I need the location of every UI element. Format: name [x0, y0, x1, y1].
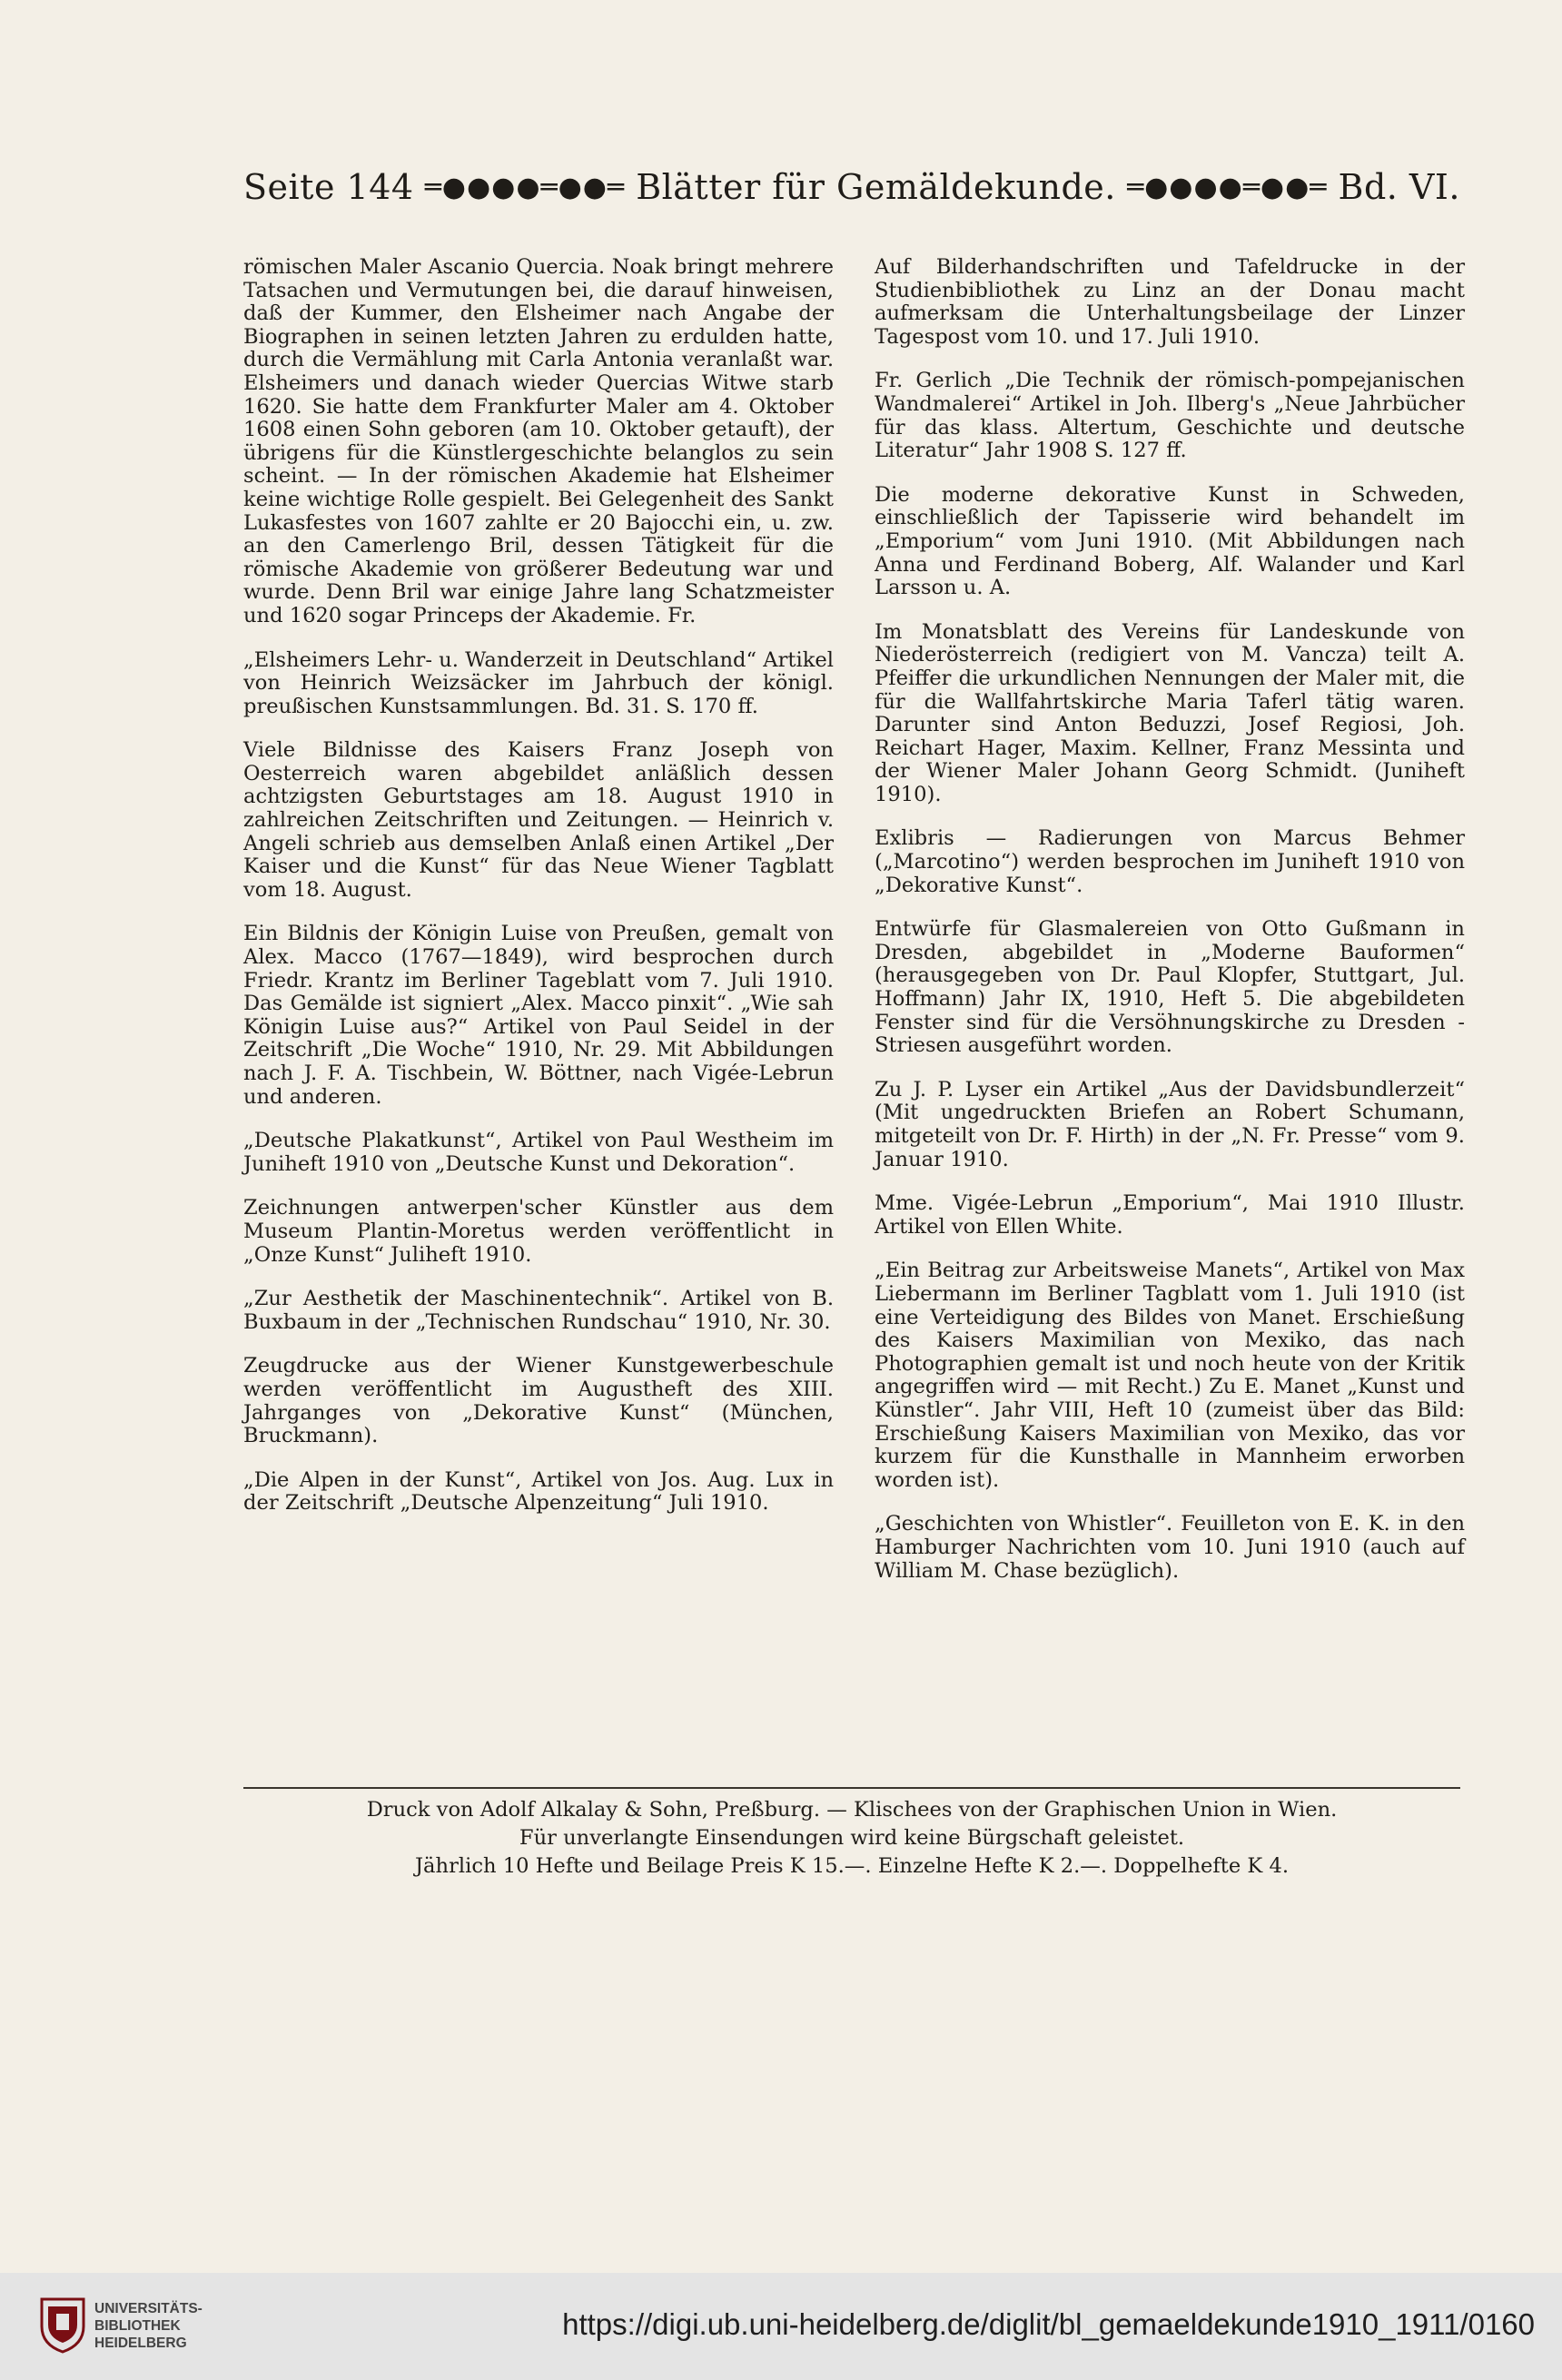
imprint-footer: [243, 1796, 1460, 1881]
paragraph: Auf Bilderhandschriften und Tafeldrucke in der Studienbibliothek zu Linz an der Donau macht aufmerksam die Unterhaltungsbeilage der Linzer Tagespost vom 10. und 17. Juli 1910.: [875, 255, 1465, 349]
paragraph: „Zur Aesthetik der Maschinentechnik“. Artikel von B. Buxbaum in der „Technischen Rundschau“ 1910, Nr. 30.: [243, 1287, 834, 1334]
paragraph: Entwürfe für Glasmalereien von Otto Gußmann in Dresden, abgebildet in „Moderne Bauformen“ (herausgegeben von Dr. Paul Klopfer, Stuttgart, Jul. Hoffmann) Jahr IX, 1910, Heft 5. Die abgebildeten Fenster sind für die Versöhnungskirche zu Dresden - Striesen ausgeführt worden.: [875, 917, 1465, 1058]
right-column: [875, 256, 1465, 1583]
paragraph: Die moderne dekorative Kunst in Schweden, einschließlich der Tapisserie wird behandelt im „Emporium“ vom Juni 1910. (Mit Abbildungen nach Anna und Ferdinand Boberg, Alf. Walander und Karl Larsson u. A.: [875, 482, 1465, 600]
paragraph: Zeichnungen antwerpen'scher Künstler aus dem Museum Plantin-Moretus werden veröffentlicht in „Onze Kunst“ Juliheft 1910.: [243, 1196, 834, 1267]
library-name-line: HEIDELBERG: [94, 2336, 187, 2351]
paragraph: Im Monatsblatt des Vereins für Landeskunde von Niederösterreich (redigiert von M. Vancza) teilt A. Pfeiffer die urkundlichen Nennungen der Maler mit, die für die Wallfahrtskirche Maria Taferl tätig waren. Darunter sind Anton Beduzzi, Josef Regiosi, Joh. Reichart Hager, Maxim. Kellner, Franz Messinta und der Wiener Maler Johann Georg Schmidt. (Juniheft 1910).: [875, 619, 1465, 806]
paragraph: Zu J. P. Lyser ein Artikel „Aus der Davidsbundlerzeit“ (Mit ungedruckten Briefen an Robert Schumann, mitgeteilt von Dr. F. Hirth) in der „N. Fr. Presse“ vom 9. Januar 1910.: [875, 1077, 1465, 1171]
library-name: [94, 2300, 203, 2352]
paragraph: „Elsheimers Lehr- u. Wanderzeit in Deutschland“ Artikel von Heinrich Weizsäcker im Jahrbuch der königl. preußischen Kunstsammlungen. Bd. 31. S. 170 ff.: [243, 647, 834, 718]
permalink-url[interactable]: https://digi.ub.uni-heidelberg.de/diglit/bl_gemaeldekunde1910_1911/0160: [562, 2307, 1535, 2341]
footer-rule: [243, 1787, 1460, 1789]
library-seal-icon: [38, 2296, 87, 2354]
library-name-line: UNIVERSITÄTS-: [94, 2301, 203, 2316]
paragraph: „Deutsche Plakatkunst“, Artikel von Paul Westheim im Juniheft 1910 von „Deutsche Kunst und Dekoration“.: [243, 1129, 834, 1176]
paragraph: „Die Alpen in der Kunst“, Artikel von Jos. Aug. Lux in der Zeitschrift „Deutsche Alpenzeitung“ Juli 1910.: [243, 1467, 834, 1516]
paragraph: Exlibris — Radierungen von Marcus Behmer („Marcotino“) werden besprochen im Juniheft 1910 von „Dekorative Kunst“.: [875, 826, 1465, 897]
ornament-right: ═●●●●═●●═: [1127, 171, 1328, 203]
journal-title: Blätter für Gemäldekunde.: [636, 167, 1116, 207]
ornament-left: ═●●●●═●●═: [424, 171, 625, 203]
paragraph: „Geschichten von Whistler“. Feuilleton von E. K. in den Hamburger Nachrichten vom 10. Juni 1910 (auch auf William M. Chase bezüglich).: [875, 1512, 1465, 1583]
library-banner: [0, 2273, 1562, 2380]
volume-label: Bd. VI.: [1338, 167, 1460, 207]
imprint-disclaimer-line: Für unverlangte Einsendungen wird keine Bürgschaft geleistet.: [519, 1826, 1185, 1850]
paragraph: Ein Bildnis der Königin Luise von Preußen, gemalt von Alex. Macco (1767—1849), wird besprochen durch Friedr. Krantz im Berliner Tageblatt vom 7. Juli 1910. Das Gemälde ist signiert „Alex. Macco pinxit“. „Wie sah Königin Luise aus?“ Artikel von Paul Seidel in der Zeitschrift „Die Woche“ 1910, Nr. 29. Mit Abbildungen nach J. F. A. Tischbein, W. Böttner, nach Vigée-Lebrun und anderen.: [243, 922, 834, 1109]
paragraph: Viele Bildnisse des Kaisers Franz Joseph von Oesterreich waren abgebildet anläßlich dessen achtzigsten Geburtstages am 18. August 1910 in zahlreichen Zeitschriften und Zeitungen. — Heinrich v. Angeli schrieb aus demselben Anlaß einen Artikel „Der Kaiser und die Kunst“ für das Neue Wiener Tagblatt vom 18. August.: [243, 738, 834, 902]
paragraph: „Ein Beitrag zur Arbeitsweise Manets“, Artikel von Max Liebermann im Berliner Tagblatt vom 1. Juli 1910 (ist eine Verteidigung des Bildes von Manet. Erschießung des Kaisers Maximilian von Mexiko, das nach Photographien gemalt ist und noch heute von der Kritik angegriffen wird — mit Recht.) Zu E. Manet „Kunst und Künstler“. Jahr VIII, Heft 10 (zumeist über das Bild: Erschießung Kaisers Maximilian von Mexiko, das vor kurzem für die Kunsthalle in Mannheim erworben worden ist).: [875, 1259, 1465, 1492]
left-column: [243, 256, 834, 1516]
library-name-line: BIBLIOTHEK: [94, 2318, 181, 2334]
imprint-price-line: Jährlich 10 Hefte und Beilage Preis K 15.—. Einzelne Hefte K 2.—. Doppelhefte K 4.: [415, 1854, 1289, 1878]
paragraph: Fr. Gerlich „Die Technik der römisch-pompejanischen Wandmalerei“ Artikel in Joh. Ilberg's „Neue Jahrbücher für das klass. Altertum, Geschichte und deutsche Literatur“ Jahr 1908 S. 127 ff.: [875, 369, 1465, 463]
page-number: Seite 144: [243, 167, 414, 207]
paragraph: Zeugdrucke aus der Wiener Kunstgewerbeschule werden veröffentlicht im Augustheft des XIII. Jahrganges von „Dekorative Kunst“ (München, Bruckmann).: [243, 1354, 834, 1448]
running-header: [243, 162, 1460, 212]
paragraph: römischen Maler Ascanio Quercia. Noak bringt mehrere Tatsachen und Vermutungen bei, die darauf hinweisen, daß der Kummer, den Elsheimer nach Angabe der Biographen in seinen letzten Jahren zu erdulden hatte, durch die Vermählung mit Carla Antonia veranlaßt war. Elsheimers und danach wieder Quercias Witwe starb 1620. Sie hatte dem Frankfurter Maler am 4. Oktober 1608 einen Sohn geboren (am 10. Oktober getauft), der übrigens für die Künstlergeschichte belanglos zu sein scheint. — In der römischen Akademie hat Elsheimer keine wichtige Rolle gespielt. Bei Gelegenheit des Sankt Lukasfestes von 1607 zahlte er 20 Bajocchi ein, u. zw. an den Camerlengo Bril, dessen Tätigkeit für die römische Akademie von größerer Bedeutung war und wurde. Denn Bril war einige Jahre lang Schatzmeister und 1620 sogar Princeps der Akademie. Fr.: [243, 255, 834, 627]
paragraph: Mme. Vigée-Lebrun „Emporium“, Mai 1910 Illustr. Artikel von Ellen White.: [875, 1191, 1465, 1239]
imprint-printer-line: Druck von Adolf Alkalay & Sohn, Preßburg. — Klischees von der Graphischen Union in Wien.: [366, 1798, 1338, 1822]
